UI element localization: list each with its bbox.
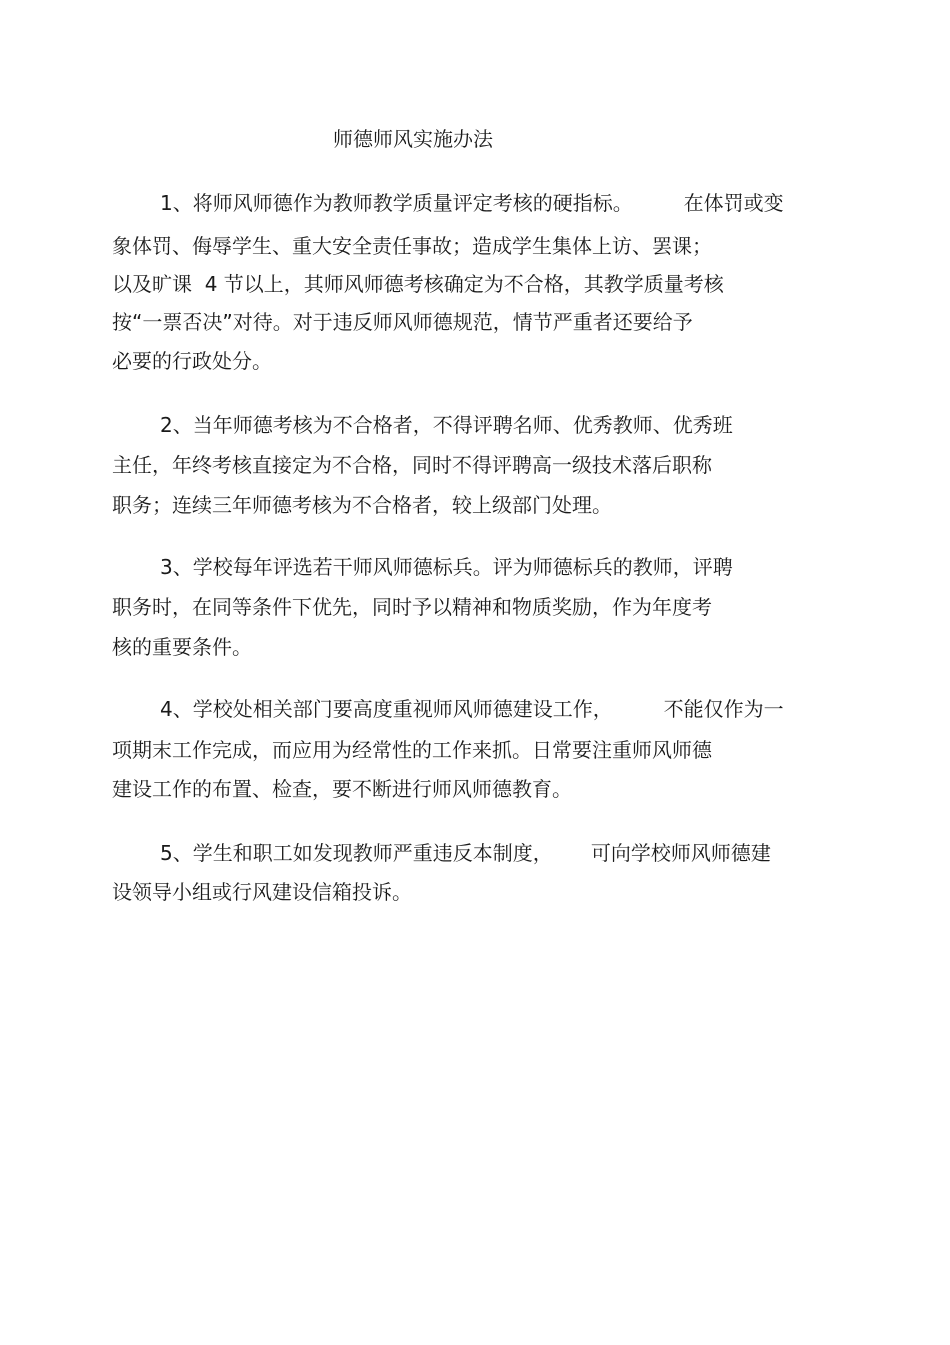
- paragraph-1-line-3: 以及旷课 4 节以上，其师风师德考核确定为不合格，其教学质量考核: [112, 272, 724, 296]
- paragraph-2-line-2: 主任，年终考核直接定为不合格，同时不得评聘高一级技术落后职称: [112, 453, 712, 477]
- paragraph-4-line-1: 4、学校处相关部门要高度重视师风师德建设工作， 不能仅作为一: [160, 697, 784, 721]
- paragraph-3-line-1: 3、学校每年评选若干师风师德标兵。评为师德标兵的教师，评聘: [160, 555, 733, 579]
- paragraph-1-line-2: 象体罚、侮辱学生、重大安全责任事故；造成学生集体上访、罢课；: [112, 234, 712, 258]
- paragraph-2-line-3: 职务；连续三年师德考核为不合格者，较上级部门处理。: [112, 493, 612, 517]
- paragraph-1-line-4: 按“一票否决”对待。对于违反师风师德规范，情节严重者还要给予: [112, 310, 693, 334]
- paragraph-4-line-3: 建设工作的布置、检查，要不断进行师风师德教育。: [112, 777, 572, 801]
- paragraph-1-line-1: 1、将师风师德作为教师教学质量评定考核的硬指标。 在体罚或变: [160, 191, 784, 215]
- paragraph-5-line-1: 5、学生和职工如发现教师严重违反本制度， 可向学校师风师德建: [160, 841, 771, 865]
- paragraph-5-line-2: 设领导小组或行风建设信箱投诉。: [112, 880, 412, 904]
- document-title: 师德师风实施办法: [333, 127, 493, 151]
- paragraph-3-line-2: 职务时，在同等条件下优先，同时予以精神和物质奖励，作为年度考: [112, 595, 712, 619]
- paragraph-3-line-3: 核的重要条件。: [112, 635, 252, 659]
- paragraph-4-line-2: 项期末工作完成，而应用为经常性的工作来抓。日常要注重师风师德: [112, 738, 712, 762]
- paragraph-1-line-5: 必要的行政处分。: [112, 349, 272, 373]
- paragraph-2-line-1: 2、当年师德考核为不合格者，不得评聘名师、优秀教师、优秀班: [160, 413, 733, 437]
